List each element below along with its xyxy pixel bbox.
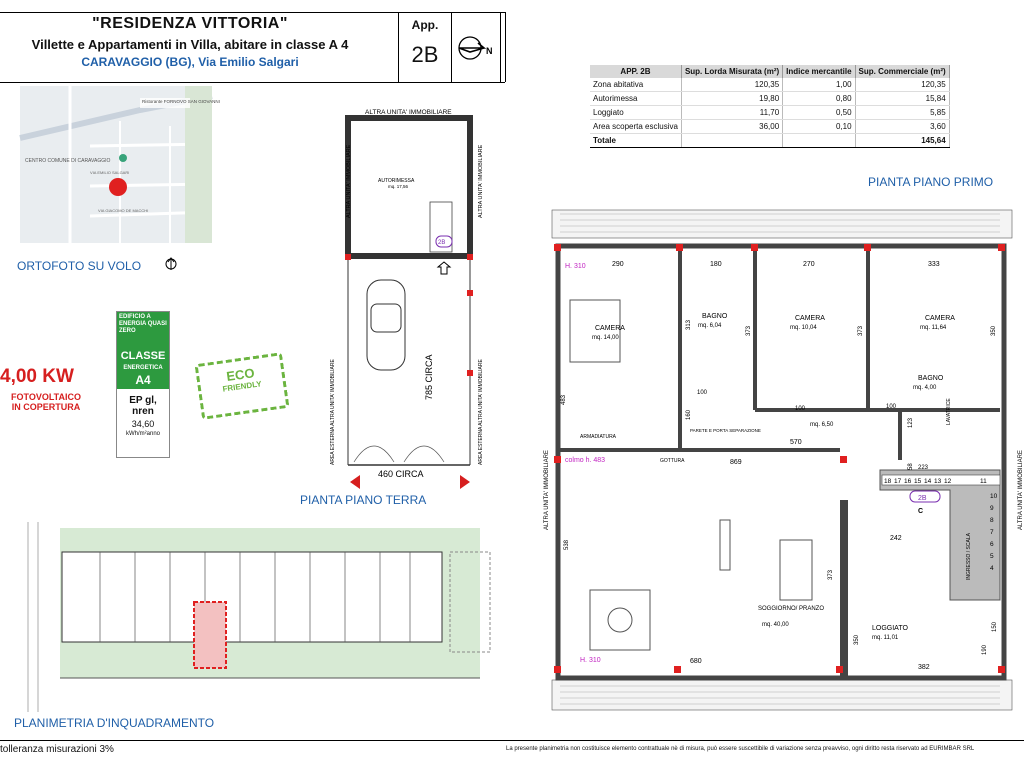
map-label: VIA EMILIO SALGARI [90, 170, 130, 175]
lavatrice-label: LAVATRICE [946, 398, 952, 425]
class-sub: ENERGETICA [123, 365, 163, 371]
gf-side-right: ALTRA UNITA' IMMOBILIARE [478, 144, 484, 218]
dim-label: 190 [982, 644, 988, 655]
ep-unit: kWh/m²anno [125, 431, 160, 437]
class-label: CLASSE [120, 350, 166, 362]
stair-step: 7 [990, 529, 994, 536]
dim-label: 313 [686, 319, 692, 330]
site-plan [0, 522, 505, 712]
dim-label: 100 [795, 406, 806, 412]
energy-class-badge [116, 311, 170, 458]
room-name: LOGGIATO [872, 625, 908, 632]
room-area: mq. 11,01 [872, 635, 899, 641]
gf-ext-left: AREA ESTERNA ALTRA UNITA' IMMOBILIARE [330, 359, 336, 465]
gottura-label: GOTTURA [660, 458, 685, 464]
disclaimer: La presente planimetria non costituisce elemento contrattuale nè di misura, può essere suscettibile di variazione senza preavviso, ogni diritto resta riservato ad EURIMBAR SRL [506, 746, 975, 752]
table-cell: 3,60 [855, 120, 949, 134]
header-frame-right [505, 12, 506, 82]
header-frame-top [0, 12, 505, 13]
gf-tag: 2B [438, 240, 446, 246]
ep-value: 34,60 [131, 419, 155, 429]
areas-table [590, 65, 950, 148]
room-area: mq. 14,00 [592, 335, 619, 341]
stair-step: 8 [990, 517, 994, 524]
dim-label: 538 [564, 539, 570, 550]
table-cell: 0,10 [783, 120, 855, 134]
dim-label: 373 [746, 325, 752, 336]
table-row [590, 78, 949, 92]
table-cell: 15,84 [855, 92, 949, 106]
table-row [590, 120, 949, 134]
c-label: C [918, 508, 924, 515]
first-floor-plan [540, 200, 1024, 740]
room-area: mq. 11,64 [920, 325, 947, 331]
dim-label: 350 [854, 634, 860, 645]
dim-label: 350 [991, 325, 997, 336]
stair-step: 18 [884, 478, 892, 485]
room-area: mq. 40,00 [762, 622, 789, 628]
dim-label: 123 [908, 417, 914, 428]
ep-label: EP gl, nren [129, 395, 157, 417]
highlighted-unit [194, 602, 226, 668]
room-area: mq. 6,04 [698, 323, 722, 329]
room-name: BAGNO [918, 375, 944, 382]
map-label: CENTRO COMUNE DI CARAVAGGIO [25, 158, 111, 164]
table-cell: 5,85 [855, 106, 949, 120]
table-cell: Zona abitativa [590, 78, 681, 92]
stair-step: 15 [914, 478, 922, 485]
location-map [20, 86, 220, 243]
energy-class [117, 350, 169, 389]
room-name: CAMERA [795, 315, 825, 322]
ff-side-left: ALTRA UNITA' IMMOBILIARE [544, 450, 550, 530]
header-frame-bottom [0, 82, 505, 83]
pv-line2: IN COPERTURA [11, 402, 81, 412]
apartment-box [398, 12, 452, 83]
total-label: Totale [590, 134, 681, 148]
room-area: mq. 4,00 [913, 385, 937, 391]
garage-area: mq. 17,56 [388, 184, 409, 189]
eco-line1: ECO [225, 365, 256, 385]
dim-label: 150 [992, 621, 998, 632]
project-subtitle: Villette e Appartamenti in Villa, abitare in classe A 4 [31, 37, 349, 52]
dim-label: 570 [790, 439, 802, 446]
tolerance-note: tolleranza misurazioni 3% [0, 744, 114, 755]
stair-step: 4 [990, 565, 994, 572]
room-name: CAMERA [595, 325, 625, 332]
dim-label: 223 [918, 465, 929, 471]
table-header-row [590, 65, 949, 78]
table-cell: 0,80 [783, 92, 855, 106]
north-small-icon [164, 257, 178, 271]
ff-h310-top: H. 310 [565, 263, 586, 270]
table-cell: 19,80 [681, 92, 782, 106]
apartment-label: App. [411, 18, 439, 32]
ff-tag: 2B [918, 495, 927, 502]
stair-step: 11 [980, 478, 987, 485]
dim-label: 100 [697, 390, 708, 396]
stair-step: 5 [990, 553, 994, 560]
garage-label: AUTORIMESSA [378, 178, 415, 184]
stair-step: 12 [944, 478, 952, 485]
room-name: BAGNO [702, 313, 728, 320]
gf-dim-length: 785 CIRCA [424, 354, 434, 400]
table-cell: 120,35 [681, 78, 782, 92]
total-value: 145,64 [855, 134, 949, 148]
table-cell: Autorimessa [590, 92, 681, 106]
apartment-number: 2B [411, 42, 439, 67]
dim-label: 160 [686, 409, 692, 420]
table-cell: 36,00 [681, 120, 782, 134]
dim-label: 100 [886, 404, 897, 410]
table-cell: 1,00 [783, 78, 855, 92]
map-pin-icon [119, 154, 127, 162]
table-cell: Loggiato [590, 106, 681, 120]
dim-label: 680 [690, 658, 702, 665]
nzeb-label: EDIFICIO A ENERGIA QUASI ZERO [117, 312, 169, 350]
project-address: CARAVAGGIO (BG), Via Emilio Salgari [81, 55, 299, 69]
pv-caption [6, 392, 86, 412]
eco-line2: FRIENDLY [221, 379, 263, 394]
map-label: Ristorante FORNOVO SAN GIOVANNI [142, 99, 220, 104]
table-cell: 120,35 [855, 78, 949, 92]
ff-h310-bottom: H. 310 [580, 657, 601, 664]
stairs-label: INGRESSO / SCALA [966, 533, 972, 580]
pv-line1: FOTOVOLTAICO [11, 392, 81, 402]
eco-friendly-stamp [195, 352, 290, 420]
table-header: Indice mercantile [783, 65, 855, 78]
room-name: SOGGIORNO/ PRANZO [758, 606, 825, 612]
dim-label: 290 [612, 261, 624, 268]
stair-step: 6 [990, 541, 994, 548]
map-location-marker [109, 178, 127, 196]
dim-label: 180 [710, 261, 722, 268]
ff-colmo: colmo h. 483 [565, 457, 606, 464]
armadiatura-label: ARMADIATURA [580, 434, 617, 440]
north-label: N [486, 46, 493, 56]
ff-side-right: ALTRA UNITA' IMMOBILIARE [1018, 450, 1024, 530]
gf-side-left: ALTRA UNITA' IMMOBILIARE [346, 144, 352, 218]
north-arrow-box [450, 12, 501, 83]
gf-ext-right: AREA ESTERNA ALTRA UNITA' IMMOBILIARE [478, 359, 484, 465]
table-row [590, 92, 949, 106]
dim-label: 869 [730, 459, 742, 466]
ground-floor-heading: PIANTA PIANO TERRA [300, 493, 427, 507]
dim-label: 333 [928, 261, 940, 268]
class-value: A4 [135, 373, 151, 387]
table-cell: Area scoperta esclusiva [590, 120, 681, 134]
table-header: APP. 2B [590, 65, 681, 78]
table-header: Sup. Commerciale (m²) [855, 65, 949, 78]
north-arrow-icon [450, 12, 500, 82]
stair-step: 9 [990, 505, 994, 512]
room-name: CAMERA [925, 315, 955, 322]
stair-step: 10 [990, 493, 998, 500]
table-cell: 0,50 [783, 106, 855, 120]
room-area: mq. 6,50 [810, 422, 834, 428]
gf-top-label: ALTRA UNITA' IMMOBILIARE [365, 109, 452, 116]
stair-step: 13 [934, 478, 942, 485]
table-cell: 11,70 [681, 106, 782, 120]
site-plan-heading: PLANIMETRIA D'INQUADRAMENTO [14, 716, 215, 730]
stair-step: 14 [924, 478, 932, 485]
parete-label: PARETE E PORTA SEPARAZIONE [690, 428, 761, 433]
map-caption: ORTOFOTO SU VOLO [17, 259, 142, 273]
dim-label: 58 [908, 463, 914, 470]
footer-rule [0, 740, 1024, 741]
table-total-row [590, 134, 949, 148]
project-title: "RESIDENZA VITTORIA" [92, 15, 288, 32]
ground-floor-plan [320, 100, 500, 500]
table-header: Sup. Lorda Misurata (m²) [681, 65, 782, 78]
stair-step: 17 [894, 478, 902, 485]
room-area: mq. 10,04 [790, 325, 817, 331]
first-floor-heading: PIANTA PIANO PRIMO [868, 175, 994, 189]
gf-dim-width: 460 CIRCA [378, 469, 424, 479]
dim-label: 242 [890, 535, 902, 542]
dim-label: 270 [803, 261, 815, 268]
dim-label: 373 [858, 325, 864, 336]
dim-label: 382 [918, 664, 930, 671]
stair-step: 16 [904, 478, 912, 485]
pv-power: 4,00 KW [0, 366, 74, 387]
table-row [590, 106, 949, 120]
map-label: VIA GIACOMO DE MACCHI [98, 208, 149, 213]
dim-label: 483 [561, 394, 567, 405]
dim-label: 373 [828, 569, 834, 580]
